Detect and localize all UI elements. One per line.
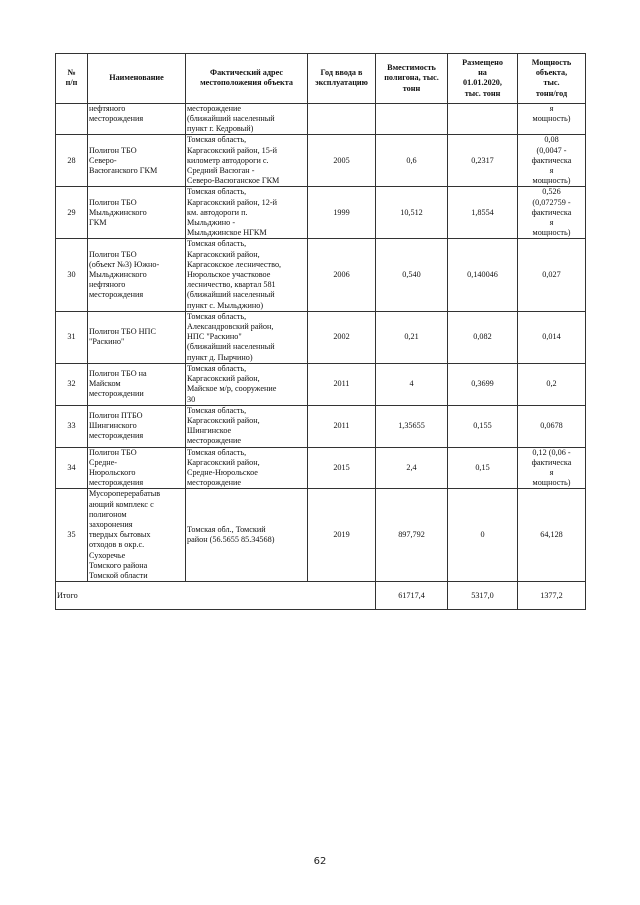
cell-placed: 0,082 — [448, 311, 518, 363]
total-label: Итого — [56, 582, 376, 610]
cell-num: 34 — [56, 447, 88, 489]
header-address: Фактический адрес местоположения объекта — [186, 54, 308, 104]
cell-address: Томская область, Каргасокский район, 15-й километр автодороги с. Средний Васюган - Северо-Васюганское ГКМ — [186, 135, 308, 187]
cell-name: Полигон ТБО (объект №3) Южно- Мыльджинского нефтяного месторождения — [88, 239, 186, 311]
table-row — [56, 489, 586, 582]
cell-year: 2002 — [308, 311, 376, 363]
cell-num: 33 — [56, 405, 88, 447]
cell-num — [56, 103, 88, 135]
cell-power: 0,0678 — [518, 405, 586, 447]
cell-power: 0,12 (0,06 - фактическа я мощность) — [518, 447, 586, 489]
cell-power: 0,2 — [518, 363, 586, 405]
total-placed: 5317,0 — [448, 582, 518, 610]
cell-placed: 0 — [448, 489, 518, 582]
cell-placed: 0,155 — [448, 405, 518, 447]
cell-placed: 1,8554 — [448, 187, 518, 239]
cell-name: Полигон ТБО НПС "Раскино" — [88, 311, 186, 363]
table-row — [56, 187, 586, 239]
cell-capacity: 10,512 — [376, 187, 448, 239]
cell-placed: 0,15 — [448, 447, 518, 489]
cell-power: 0,526 (0,072759 - фактическа я мощность) — [518, 187, 586, 239]
table-row — [56, 135, 586, 187]
header-placed: Размещено на 01.01.2020, тыс. тонн — [448, 54, 518, 104]
cell-name: Полигон ТБО Мыльджинского ГКМ — [88, 187, 186, 239]
cell-year: 1999 — [308, 187, 376, 239]
cell-num: 29 — [56, 187, 88, 239]
cell-capacity: 2,4 — [376, 447, 448, 489]
cell-placed: 0,3699 — [448, 363, 518, 405]
cell-capacity: 0,21 — [376, 311, 448, 363]
cell-address: месторождение (ближайший населенный пункт г. Кедровый) — [186, 103, 308, 135]
cell-address: Томская область, Каргасокский район, Майское м/р, сооружение 30 — [186, 363, 308, 405]
cell-capacity — [376, 103, 448, 135]
cell-address: Томская область, Каргасокский район, 12-й км. автодороги п. Мыльджино - Мыльджинское НГКМ — [186, 187, 308, 239]
table-header-row — [56, 54, 586, 104]
cell-num: 32 — [56, 363, 88, 405]
cell-name: нефтяного месторождения — [88, 103, 186, 135]
cell-year: 2019 — [308, 489, 376, 582]
header-power: Мощность объекта, тыс. тонн/год — [518, 54, 586, 104]
header-num: № п/п — [56, 54, 88, 104]
table-row — [56, 311, 586, 363]
cell-capacity: 1,35655 — [376, 405, 448, 447]
cell-year: 2011 — [308, 405, 376, 447]
cell-year: 2005 — [308, 135, 376, 187]
cell-name: Полигон ТБО Северо- Васюганского ГКМ — [88, 135, 186, 187]
cell-capacity: 0,6 — [376, 135, 448, 187]
cell-address: Томская область, Каргасокский район, Каргасокское лесничество, Нюрольское участковое лесничество, квартал 581 (ближайший населенный пункт с. Мыльджино) — [186, 239, 308, 311]
cell-placed — [448, 103, 518, 135]
cell-year: 2011 — [308, 363, 376, 405]
cell-power: я мощность) — [518, 103, 586, 135]
cell-year: 2006 — [308, 239, 376, 311]
total-power: 1377,2 — [518, 582, 586, 610]
table-row — [56, 447, 586, 489]
header-name: Наименование — [88, 54, 186, 104]
cell-address: Томская область, Каргасокский район, Шингинское месторождение — [186, 405, 308, 447]
cell-capacity: 0,540 — [376, 239, 448, 311]
table-row — [56, 363, 586, 405]
header-capacity: Вместимость полигона, тыс. тонн — [376, 54, 448, 104]
cell-placed: 0,140046 — [448, 239, 518, 311]
page-number: 62 — [313, 856, 327, 867]
cell-power: 64,128 — [518, 489, 586, 582]
cell-name: Полигон ПТБО Шингинского месторождения — [88, 405, 186, 447]
cell-name: Мусороперерабатыв ающий комплекс с полигоном захоронения твердых бытовых отходов в окр.с. Сухоречье Томского района Томской области — [88, 489, 186, 582]
cell-name: Полигон ТБО Средне- Нюрольского месторождения — [88, 447, 186, 489]
cell-num: 35 — [56, 489, 88, 582]
total-row — [56, 582, 586, 610]
cell-address: Томская обл., Томский район (56.5655 85.34568) — [186, 489, 308, 582]
table-row — [56, 103, 586, 135]
cell-year — [308, 103, 376, 135]
cell-address: Томская область, Каргасокский район, Средне-Нюрольское месторождение — [186, 447, 308, 489]
total-capacity: 61717,4 — [376, 582, 448, 610]
table-row — [56, 239, 586, 311]
cell-num: 30 — [56, 239, 88, 311]
cell-num: 31 — [56, 311, 88, 363]
cell-year: 2015 — [308, 447, 376, 489]
cell-address: Томская область, Александровский район, НПС "Раскино" (ближайший населенный пункт д. Пырчино) — [186, 311, 308, 363]
cell-capacity: 4 — [376, 363, 448, 405]
waste-sites-table — [55, 53, 586, 610]
cell-power: 0,08 (0,0047 - фактическа я мощность) — [518, 135, 586, 187]
table-row — [56, 405, 586, 447]
cell-num: 28 — [56, 135, 88, 187]
cell-capacity: 897,792 — [376, 489, 448, 582]
cell-placed: 0,2317 — [448, 135, 518, 187]
cell-power: 0,014 — [518, 311, 586, 363]
cell-power: 0,027 — [518, 239, 586, 311]
cell-name: Полигон ТБО на Майском месторождении — [88, 363, 186, 405]
header-year: Год ввода в эксплуатацию — [308, 54, 376, 104]
